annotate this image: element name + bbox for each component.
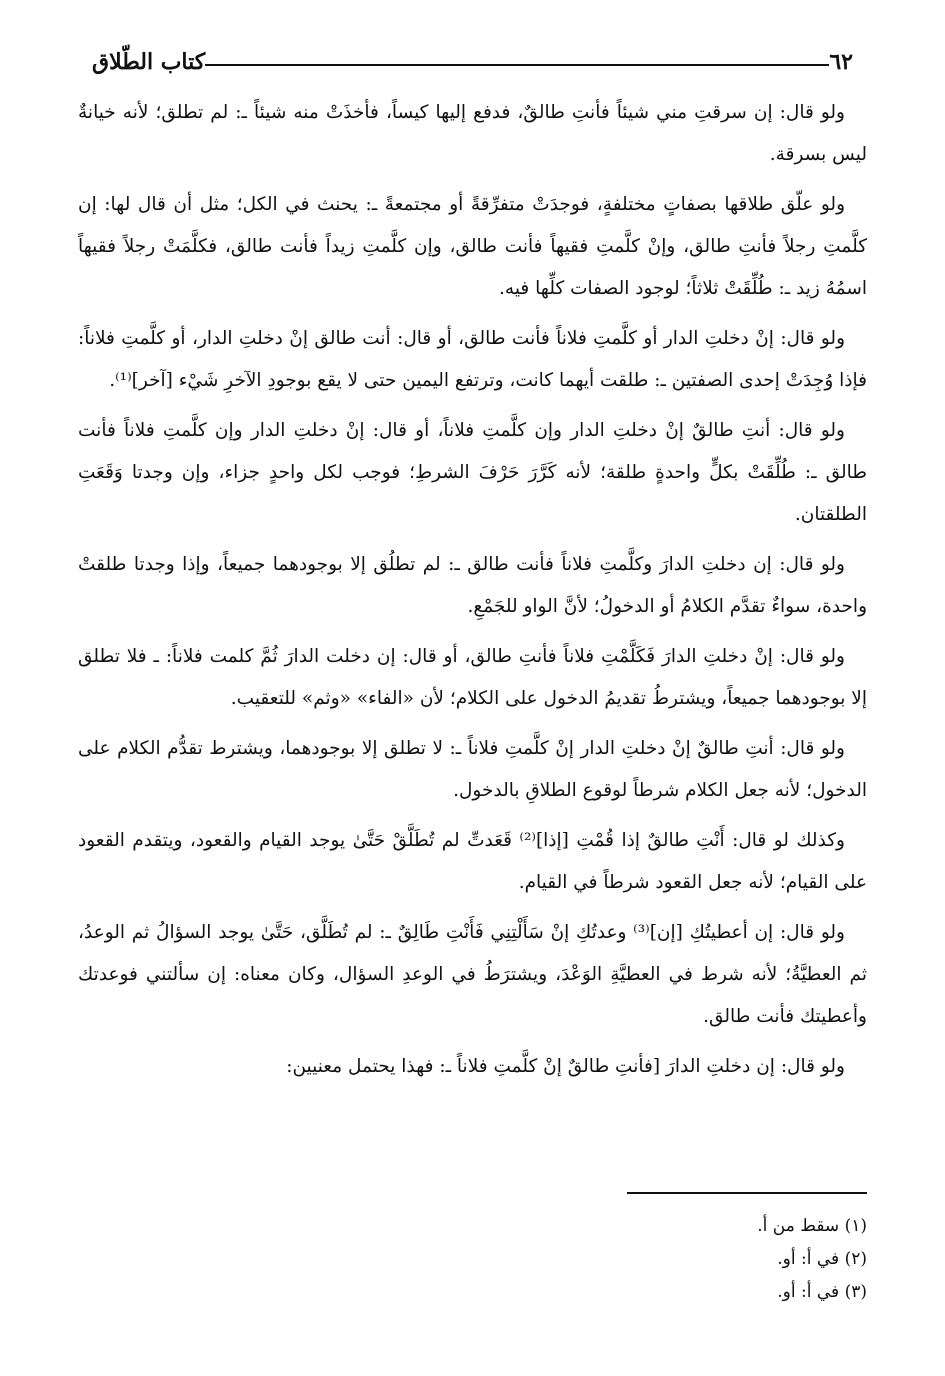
page-header <box>80 44 865 80</box>
paragraph: ولو قال: إن سرقتِ مني شيئاً فأنتِ طالقٌ، فدفع إليها كيساً، فأخذَتْ منه شيئاً ـ: لم تطلق؛ لأنه خيانةٌ ليس بسرقة. <box>78 102 867 165</box>
paragraph: ولو قال: إنْ دخلتِ الدارَ فَكَلَّمْتِ فلاناً فأنتِ طالق، أو قال: إن دخلت الدارَ ثُمَّ كلمت فلاناً: ـ فلا تطلق إلا بوجودهما جميعاً، ويشترطُ تقديمُ الدخول على الكلام؛ لأن «الفاء» «وثم» للتعقيب. <box>78 646 867 709</box>
paragraph: ولو قال: إن أعطيتُكِ [إن]⁽³⁾ وعدتُكِ إنْ سَأَلْتِنِي فَأَنْتِ طَالِقٌ ـ: لم تُطَلَّق، حَتَّىٰ يوجد السؤالُ ثم الوعدُ، ثم العطيَّةُ؛ لأنه شرط في العطيَّةِ الوَعْدَ، ويشترَطُ في الوعدِ السؤال، وكان معناه: إن سألتني فوعدتك وأعطيتك فأنت طالق. <box>78 922 867 1027</box>
paragraph: ولو قال: أنتِ طالقٌ إنْ دخلتِ الدار وإن كلَّمتِ فلاناً، أو قال: إنْ دخلتِ الدار وإن كلَّمتِ فلاناً فأنت طالق ـ: طُلِّقَتْ بكلٍّ واحدةٍ طلقة؛ لأنه كَرَّرَ حَرْفَ الشرطِ؛ فوجب لكل واحدٍ جزاء، وإن وجدتا وَقَعَتِ الطلقتان. <box>78 420 867 525</box>
paragraph: ولو قال: إن دخلتِ الدارَ [فأنتِ طالقٌ إنْ كلَّمتِ فلاناً ـ: فهذا يحتمل معنيين: <box>286 1056 845 1077</box>
footnote: (٣) في أ: أو. <box>777 1282 867 1302</box>
paragraph: ولو علّق طلاقها بصفاتٍ مختلفةٍ، فوجدَتْ متفرِّقةً أو مجتمعةً ـ: يحنث في الكل؛ مثل أن قال لها: إن كلَّمتِ رجلاً فأنتِ طالق، وإنْ كلَّمتِ فقيهاً فأنت طالق، وإن كلَّمتِ زيداً فأنت طالق، فكلَّمَتْ رجلاً فقيهاً اسمُهُ زيد ـ: طُلِّقَتْ ثلاثاً؛ لوجود الصفات كلِّها فيه. <box>78 194 867 299</box>
header-rule <box>205 64 829 66</box>
footnote: (١) سقط من أ. <box>757 1216 867 1236</box>
footnotes <box>78 1210 867 1309</box>
paragraph: ولو قال: أنتِ طالقٌ إنْ دخلتِ الدار إنْ كلَّمتِ فلاناً ـ: لا تطلق إلا بوجودهما، ويشترط تقدُّم الكلام على الدخول؛ لأنه جعل الكلام شرطاً لوقوع الطلاقِ بالدخول. <box>78 738 867 801</box>
footnote-separator <box>627 1192 867 1194</box>
paragraph: وكذلك لو قال: أَنْتِ طالقٌ إذا قُمْتِ [إذا]⁽²⁾ قَعَدتِّ لم تُطَلَّقْ حَتَّىٰ يوجد القيام والقعود، ويتقدم القعود على القيام؛ لأنه جعل القعود شرطاً في القيام. <box>78 830 867 893</box>
paragraph: ولو قال: إن دخلتِ الدارَ وكلَّمتِ فلاناً فأنت طالق ـ: لم تطلُق إلا بوجودهما جميعاً، وإذا وجدتا طلقتْ واحدة، سواءٌ تقدَّم الكلامُ أو الدخولُ؛ لأنَّ الواو للجَمْعِ. <box>78 554 867 617</box>
main-text <box>78 92 867 1096</box>
page-number: ٦٢ <box>829 49 853 75</box>
paragraph: ولو قال: إنْ دخلتِ الدار أو كلَّمتِ فلاناً فأنت طالق، أو قال: أنت طالق إنْ دخلتِ الدار، أو كلَّمتِ فلاناً: فإذا وُجِدَتْ إحدى الصفتين ـ: طلقت أيهما كانت، وترتفع اليمين حتى لا يقع بوجودِ الآخرِ شَيْء [آخر]⁽¹⁾. <box>78 328 867 391</box>
book-title: كتاب الطّلاق <box>92 49 206 75</box>
footnote: (٢) في أ: أو. <box>777 1249 867 1269</box>
